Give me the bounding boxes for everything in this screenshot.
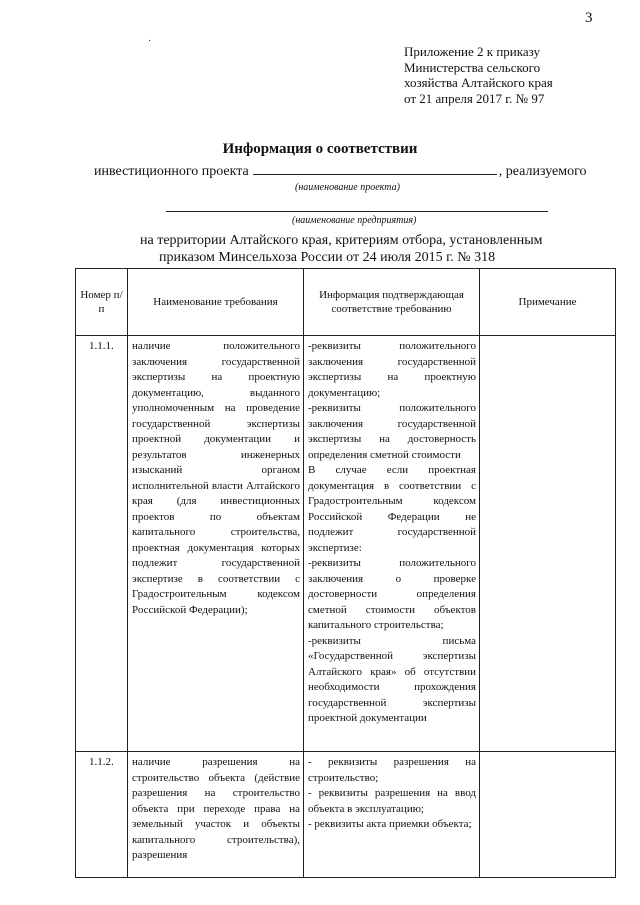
project-line-end: , реализуемого (498, 164, 587, 179)
row-requirement: наличие положительного заключения государственной экспертизы на проектную документацию, выданного уполномоченным на проведение государственной экспертизы проектной документации и результатов инженерных изысканий органом исполнительной власти Алтайского края (для инвестиционных проектов по объектам капитального строительства, проектная документация которых подлежит государственной экспертизе в соответствии с Градостроительным кодексом Российской Федерации); (128, 336, 304, 752)
table-header-row (76, 269, 616, 336)
appendix-line: Министерства сельского (404, 59, 541, 75)
info-item: - реквизиты разрешения на строительство; (308, 756, 476, 784)
row-note (480, 336, 616, 752)
info-item: В случае если проектная документация в соответствии с Градостроительным кодексом Российской Федерации не подлежит государственной экспертизе: (308, 464, 476, 554)
project-line (94, 162, 586, 180)
caption-enterprise: (наименование предприятия) (292, 215, 417, 226)
row-info (304, 752, 480, 878)
info-item: -реквизиты положительного заключения государственной экспертизы на проектную документацию; (308, 340, 476, 399)
row-info (304, 336, 480, 752)
header-number: Номер п/п (76, 269, 128, 336)
row-number (76, 752, 128, 878)
document-title: Информация о соответствии (222, 141, 418, 157)
stray-mark: · (148, 36, 152, 47)
appendix-line: Приложение 2 к приказу (404, 44, 541, 59)
row-note (480, 752, 616, 878)
page-number: 3 (585, 10, 593, 26)
row-number (76, 336, 128, 752)
info-item: - реквизиты разрешения на ввод объекта в эксплуатацию; (308, 787, 476, 815)
info-item: -реквизиты письма «Государственной экспертизы Алтайского края» об отсутствии необходимости прохождения государственной экспертизы проектной документации (308, 634, 476, 724)
header-requirement: Наименование требования (128, 269, 304, 336)
appendix-block (404, 44, 553, 106)
appendix-line: хозяйства Алтайского края (404, 75, 553, 90)
enterprise-name-blank (166, 211, 548, 212)
table-row (76, 336, 616, 752)
caption-project: (наименование проекта) (295, 182, 400, 193)
header-info: Информация подтверждающая соответствие требованию (304, 269, 480, 336)
appendix-line: от 21 апреля 2017 г. № 97 (404, 90, 545, 106)
info-item: -реквизиты положительного заключения государственной экспертизы на достоверность определения сметной стоимости (308, 402, 476, 461)
paragraph-line: приказом Минсельхоза России от 24 июля 2015 г. № 318 (159, 250, 496, 265)
requirements-table (75, 268, 616, 878)
project-line-start: инвестиционного проекта (94, 164, 249, 179)
paragraph-line: на территории Алтайского края, критериям отбора, установленным (140, 233, 543, 248)
row-number-text: 1.1.2. (89, 756, 114, 768)
info-item: -реквизиты положительного заключения о проверке достоверности определения сметной стоимости объектов капитального строительства; (308, 557, 476, 631)
row-requirement: наличие разрешения на строительство объекта (действие разрешения на строительство объекта при переходе права на земельный участок и объекты капитального строительства), разрешения (128, 752, 304, 878)
table-row (76, 752, 616, 878)
project-name-blank (253, 162, 497, 175)
header-note: Примечание (480, 269, 616, 336)
row-number-text: 1.1.1. (89, 340, 114, 352)
info-item: - реквизиты акта приемки объекта; (308, 818, 472, 830)
